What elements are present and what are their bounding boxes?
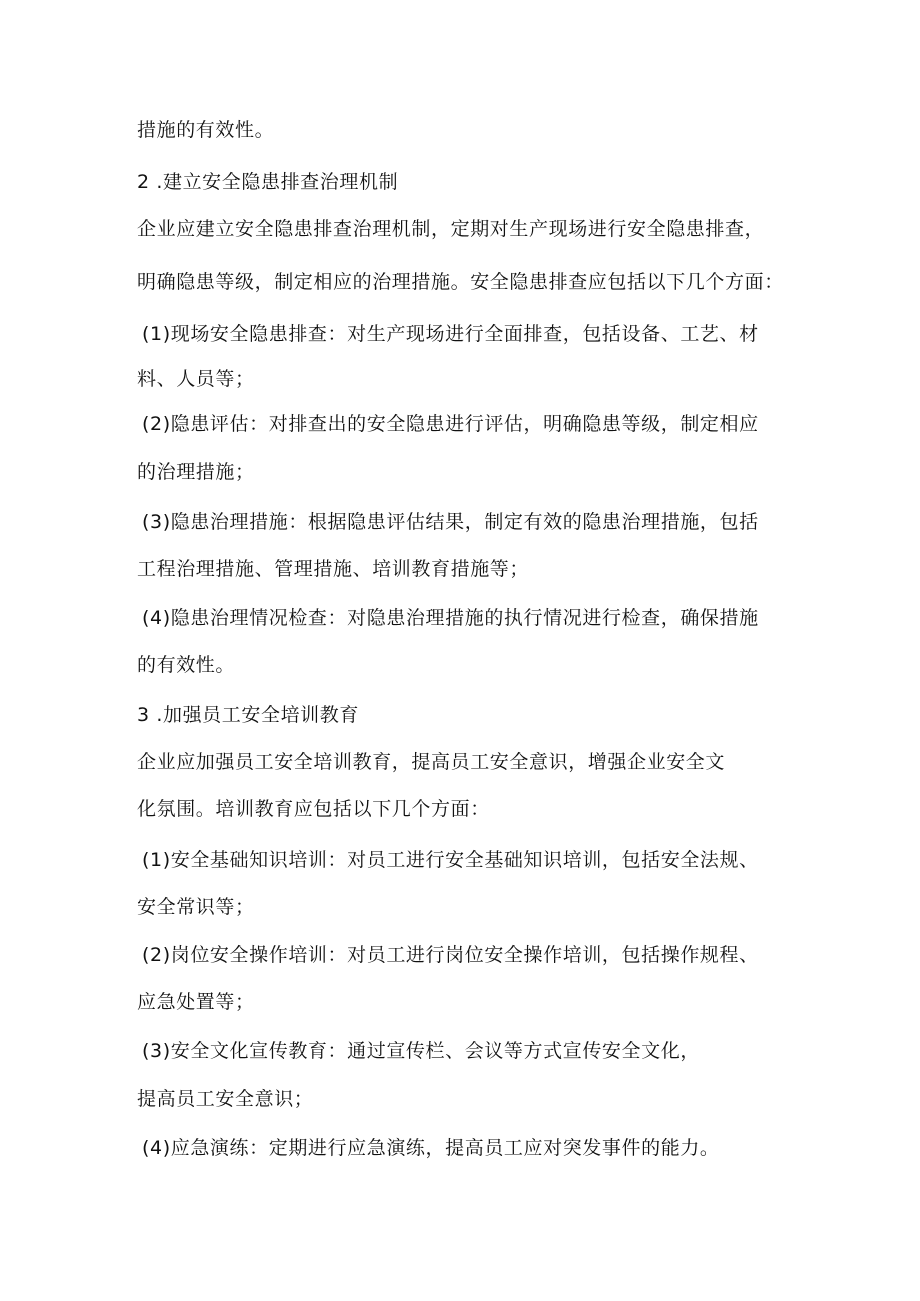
text-line: 提高员工安全意识；: [137, 1088, 314, 1110]
text-line: 明确隐患等级，制定相应的治理措施。安全隐患排查应包括以下几个方面：: [137, 271, 784, 293]
list-item: (4)隐患治理情况检查：对隐患治理措施的执行情况进行检查，确保措施: [142, 607, 759, 629]
text-line: 化氛围。培训教育应包括以下几个方面：: [137, 798, 490, 820]
text-line: 企业应加强员工安全培训教育，提高员工安全意识，增强企业安全文: [137, 751, 726, 773]
list-item: (2)隐患评估：对排查出的安全隐患进行评估，明确隐患等级，制定相应: [142, 413, 759, 435]
text-line: 料、人员等；: [137, 368, 255, 390]
list-item: (3)隐患治理措施：根据隐患评估结果，制定有效的隐患治理措施，包括: [142, 511, 759, 533]
list-item: (1)现场安全隐患排查：对生产现场进行全面排查，包括设备、工艺、材: [142, 323, 759, 345]
list-item: (2)岗位安全操作培训：对员工进行岗位安全操作培训，包括操作规程、: [142, 944, 759, 966]
list-item: (1)安全基础知识培训：对员工进行安全基础知识培训，包括安全法规、: [142, 849, 759, 871]
text-line: 的治理措施；: [137, 461, 255, 483]
text-line: 企业应建立安全隐患排查治理机制，定期对生产现场进行安全隐患排查，: [137, 218, 765, 240]
section-heading: 3 .加强员工安全培训教育: [137, 704, 359, 726]
text-line: 安全常识等；: [137, 896, 255, 918]
list-item: (4)应急演练：定期进行应急演练，提高员工应对突发事件的能力。: [142, 1137, 720, 1159]
section-heading: 2 .建立安全隐患排查治理机制: [137, 171, 399, 193]
text-line: 工程治理措施、管理措施、培训教育措施等；: [137, 558, 530, 580]
list-item: (3)安全文化宣传教育：通过宣传栏、会议等方式宣传安全文化，: [142, 1040, 700, 1062]
text-line: 措施的有效性。: [137, 119, 275, 141]
text-line: 的有效性。: [137, 654, 236, 676]
text-line: 应急处置等；: [137, 991, 255, 1013]
